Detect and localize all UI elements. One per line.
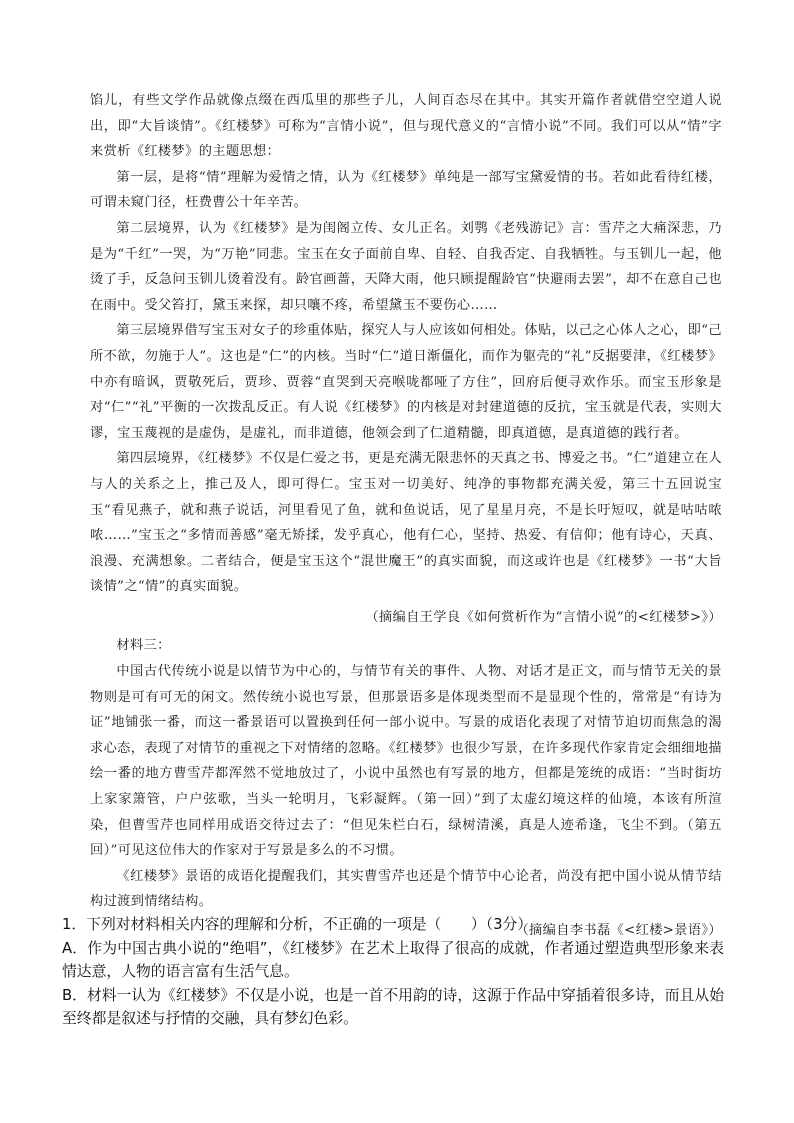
citation-material2: （摘编自王学良《如何赏析作为“言情小说”的<红楼梦>》）: [365, 609, 722, 625]
material3-paragraph-1: 中国古代传统小说是以情节为中心的，与情节有关的事件、人物、对话才是正文，而与情节无关的景物则是可有可无的闲文。然传统小说也写景，但那景语多是体现类型而不是显现个性的，常常是“有诗为证”地铺张一番，而这一番景语可以置换到任何一部小说中。写景的成语化表现了对情节迫切而焦急的渴求心态，表现了对情节的重视之下对情绪的忽略。《红楼梦》也很少写景，在许多现代作家肯定会细细地描绘一番的地方曹雪芹都浑然不觉地放过了，小说中虽然也有写景的地方，但都是笼统的成语：“当时街坊上家家箫管，户户弦歌，当头一轮明月，飞彩凝辉。（第一回）”到了太虚幻境这样的仙境，本该有所渲染，但曹雪芹也同样用成语交待过去了：“但见朱栏白石，绿树清溪，真是人迹希逢，飞尘不到。（第五回）”可见这位伟大的作家对于写景是多么的不习惯。: [90, 664, 723, 859]
paragraph-2: 第一层，是将“情”理解为爱情之情，认为《红楼梦》单纯是一部写宝黛爱情的书。若如此看待红楼，可谓未窥门径，枉费曹公十年辛苦。: [90, 169, 722, 211]
paragraph-1: 馅儿，有些文学作品就像点缀在西瓜里的那些子儿，人间百态尽在其中。其实开篇作者就借空空道人说出，即“大旨谈情”。《红楼梦》可称为“言情小说”，但与现代意义的“言情小说”不同。我们可以从“情”字来赏析《红楼梦》的主题思想：: [90, 93, 722, 160]
paragraph-4: 第三层境界借写宝玉对女子的珍重体贴，探究人与人应该如何相处。体贴，以己之心体人之心，即“己所不欲，勿施于人”。这也是“仁”的内核。当时“仁”道日渐僵化，而作为躯壳的“礼”反据要津，《红楼梦》中亦有暗讽，贾敬死后，贾珍、贾蓉“直哭到天亮喉咙都哑了方住”，回府后便寻欢作乐。而宝玉形象是对“仁”“礼”平衡的一次拨乱反正。有人说《红楼梦》的内核是对封建道德的反抗，宝玉就是代表，实则大谬，宝玉蔑视的是虚伪，是虚礼，而非道德，他领会到了仁道精髓，即真道德，是真道德的践行者。: [90, 323, 722, 441]
option-a: A．作为中国古典小说的“绝唱”，《红楼梦》在艺术上取得了很高的成就，作者通过塑造典型形象来表情达意，人物的语言富有生活气息。: [62, 939, 724, 980]
paragraph-3: 第二层境界，认为《红楼梦》是为闺阁立传、女儿正名。刘鹗《老残游记》言：雪芹之大痛深悲，乃是为“千红”一哭，为“万艳”同悲。宝玉在女子面前自卑、自轻、自我否定、自我牺牲。与玉钏儿一起，他烫了手，反急问玉钏儿烫着没有。龄官画蔷，天降大雨，他只顾提醒龄官“快避雨去罢”，却不在意自己也在雨中。受父笞打，黛玉来探，却只嚷不疼，希望黛玉不要伤心……: [90, 220, 722, 313]
material3-label: 材料三：: [116, 638, 171, 654]
option-b: B．材料一认为《红楼梦》不仅是小说，也是一首不用韵的诗，这源于作品中穿插着很多诗，而且从始至终都是叙述与抒情的交融，具有梦幻色彩。: [62, 986, 724, 1027]
material3-paragraph-2: 《红楼梦》景语的成语化提醒我们，其实曹雪芹也还是个情节中心论者，尚没有把中国小说从情节结构过渡到情绪结构。: [90, 868, 722, 910]
citation-material3: （摘编自李书磊《<红楼>景语》）: [515, 923, 722, 938]
paragraph-5: 第四层境界，《红楼梦》不仅是仁爱之书，更是充满无限悲怀的天真之书、博爱之书。“仁”道建立在人与人的关系之上，推己及人，即可得仁。宝玉对一切美好、纯净的事物都充满关爱，第三十五回说宝玉“看见燕子，就和燕子说话，河里看见了鱼，就和鱼说话，见了星星月亮，不是长吁短叹，就是咕咕哝哝……”宝玉之“多情而善感”毫无矫揉，发乎真心，他有仁心，坚持、热爱、有信仰；他有诗心，天真、浪漫、充满想象。二者结合，便是宝玉这个“混世魔王”的真实面貌，而这或许也是《红楼梦》一书“大旨谈情”之“情”的真实面貌。: [90, 451, 722, 595]
question-stem: 1．下列对材料相关内容的理解和分析，不正确的一项是（ ）（3分）: [62, 916, 533, 933]
question-1: [62, 913, 724, 1031]
material-text: [90, 88, 722, 944]
